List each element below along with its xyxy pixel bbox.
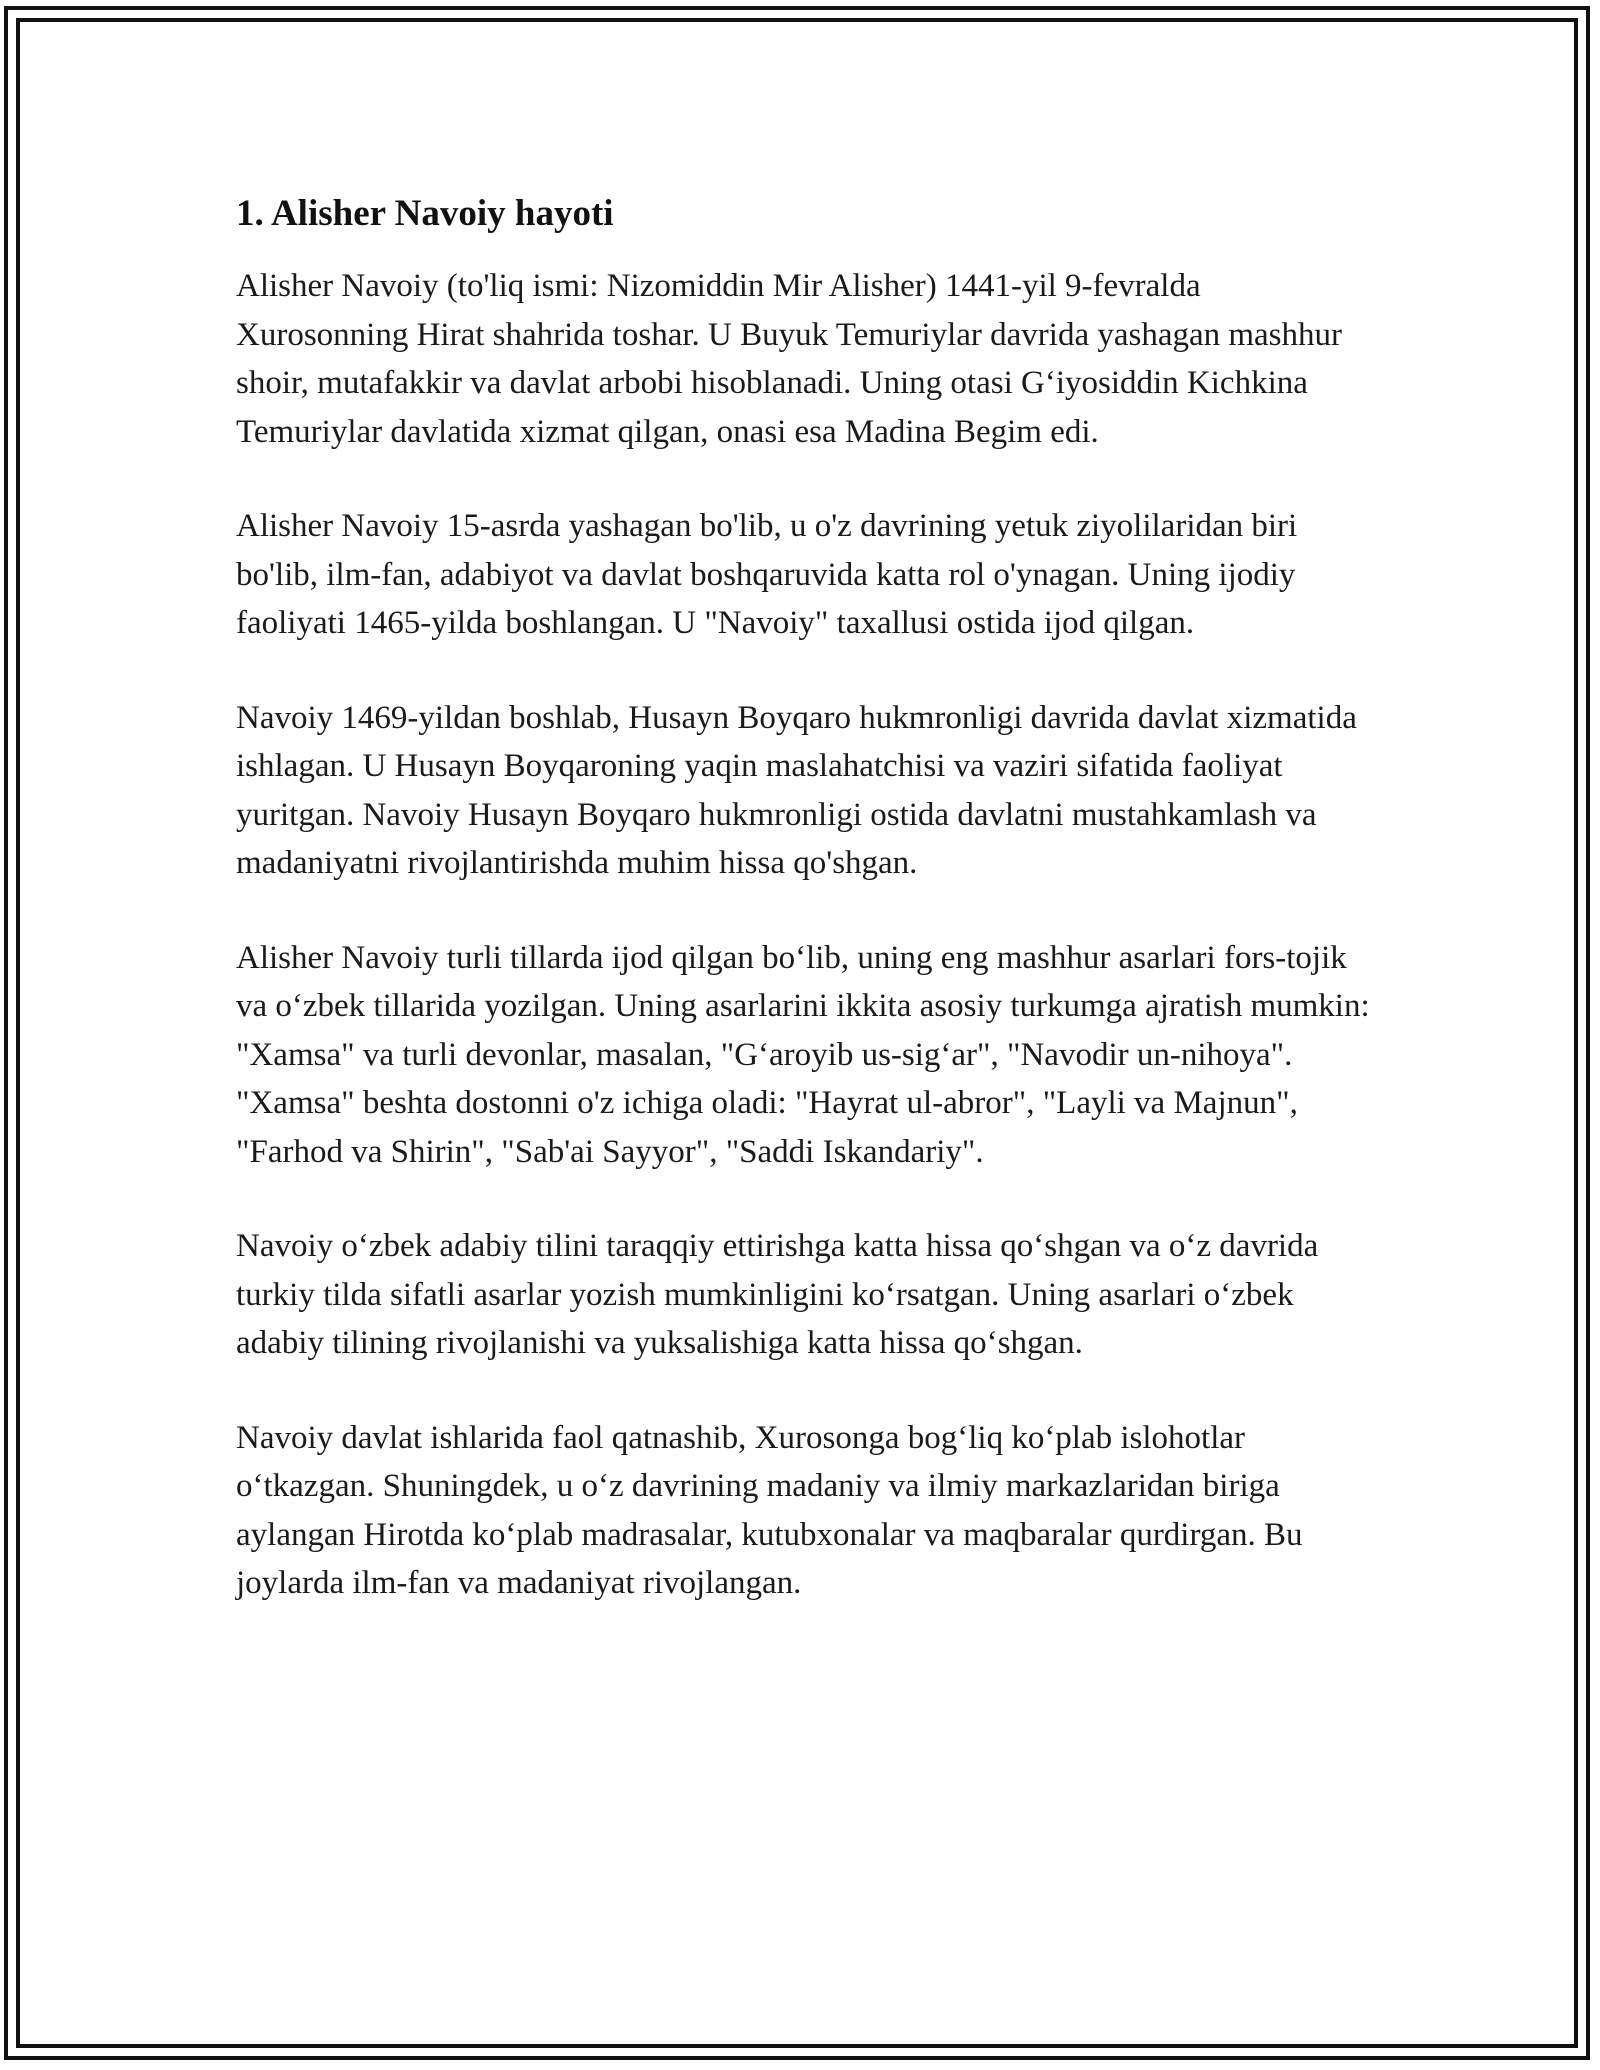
paragraph-state-service: Navoiy 1469-yildan boshlab, Husayn Boyqaro hukmronligi davrida davlat xizmatida ishlagan. U Husayn Boyqaroning yaqin maslahatchisi va vaziri sifatida faoliyat yuritgan. Navoiy Husayn Boyqaro hukmronligi ostida davlatni mustahkamlash va madaniyatni rivojlantirishda muhim hissa qo'shgan. xyxy=(236,699,1357,881)
section-heading: 1. Alisher Navoiy hayoti xyxy=(236,193,614,234)
paragraph-language: Navoiy o‘zbek adabiy tilini taraqqiy ettirishga katta hissa qo‘shgan va o‘z davrida turkiy tilda sifatli asarlar yozish mumkinligini ko‘rsatgan. Uning asarlari o‘zbek adabiy tilining rivojlanishi va yuksalishiga katta hissa qo‘shgan. xyxy=(236,1228,1319,1361)
document-body xyxy=(236,186,1376,1608)
paragraph-reforms: Navoiy davlat ishlarida faol qatnashib, Xurosonga bog‘liq ko‘plab islohotlar o‘tkazgan. Shuningdek, u o‘z davrining madaniy va ilmiy markazlaridan biriga aylangan Hirotda ko‘plab madrasalar, kutubxonalar va maqbaralar qurdirgan. Bu joylarda ilm-fan va madaniyat rivojlangan. xyxy=(236,1419,1303,1601)
paragraph-career-start: Alisher Navoiy 15-asrda yashagan bo'lib, u o'z davrining yetuk ziyolilaridan biri bo'lib, ilm-fan, adabiyot va davlat boshqaruvida katta rol o'ynagan. Uning ijodiy faoliyati 1465-yilda boshlangan. U "Navoiy" taxallusi ostida ijod qilgan. xyxy=(236,508,1298,641)
paragraph-works: Alisher Navoiy turli tillarda ijod qilgan bo‘lib, uning eng mashhur asarlari fors-tojik va o‘zbek tillarida yozilgan. Uning asarlarini ikkita asosiy turkumga ajratish mumkin: "Xamsa" va turli devonlar, masalan, "G‘aroyib us-sig‘ar", "Navodir un-nihoya". "Xamsa" beshta dostonni o'z ichiga oladi: "Hayrat ul-abror", "Layli va Majnun", "Farhod va Shirin", "Sab'ai Sayyor", "Saddi Iskandariy". xyxy=(236,939,1370,1170)
paragraph-birth: Alisher Navoiy (to'liq ismi: Nizomiddin Mir Alisher) 1441-yil 9-fevralda Xurosonning Hirat shahrida toshar. U Buyuk Temuriylar davrida yashagan mashhur shoir, mutafakkir va davlat arbobi hisoblanadi. Uning otasi G‘iyosiddin Kichkina Temuriylar davlatida xizmat qilgan, onasi esa Madina Begim edi. xyxy=(236,268,1343,450)
